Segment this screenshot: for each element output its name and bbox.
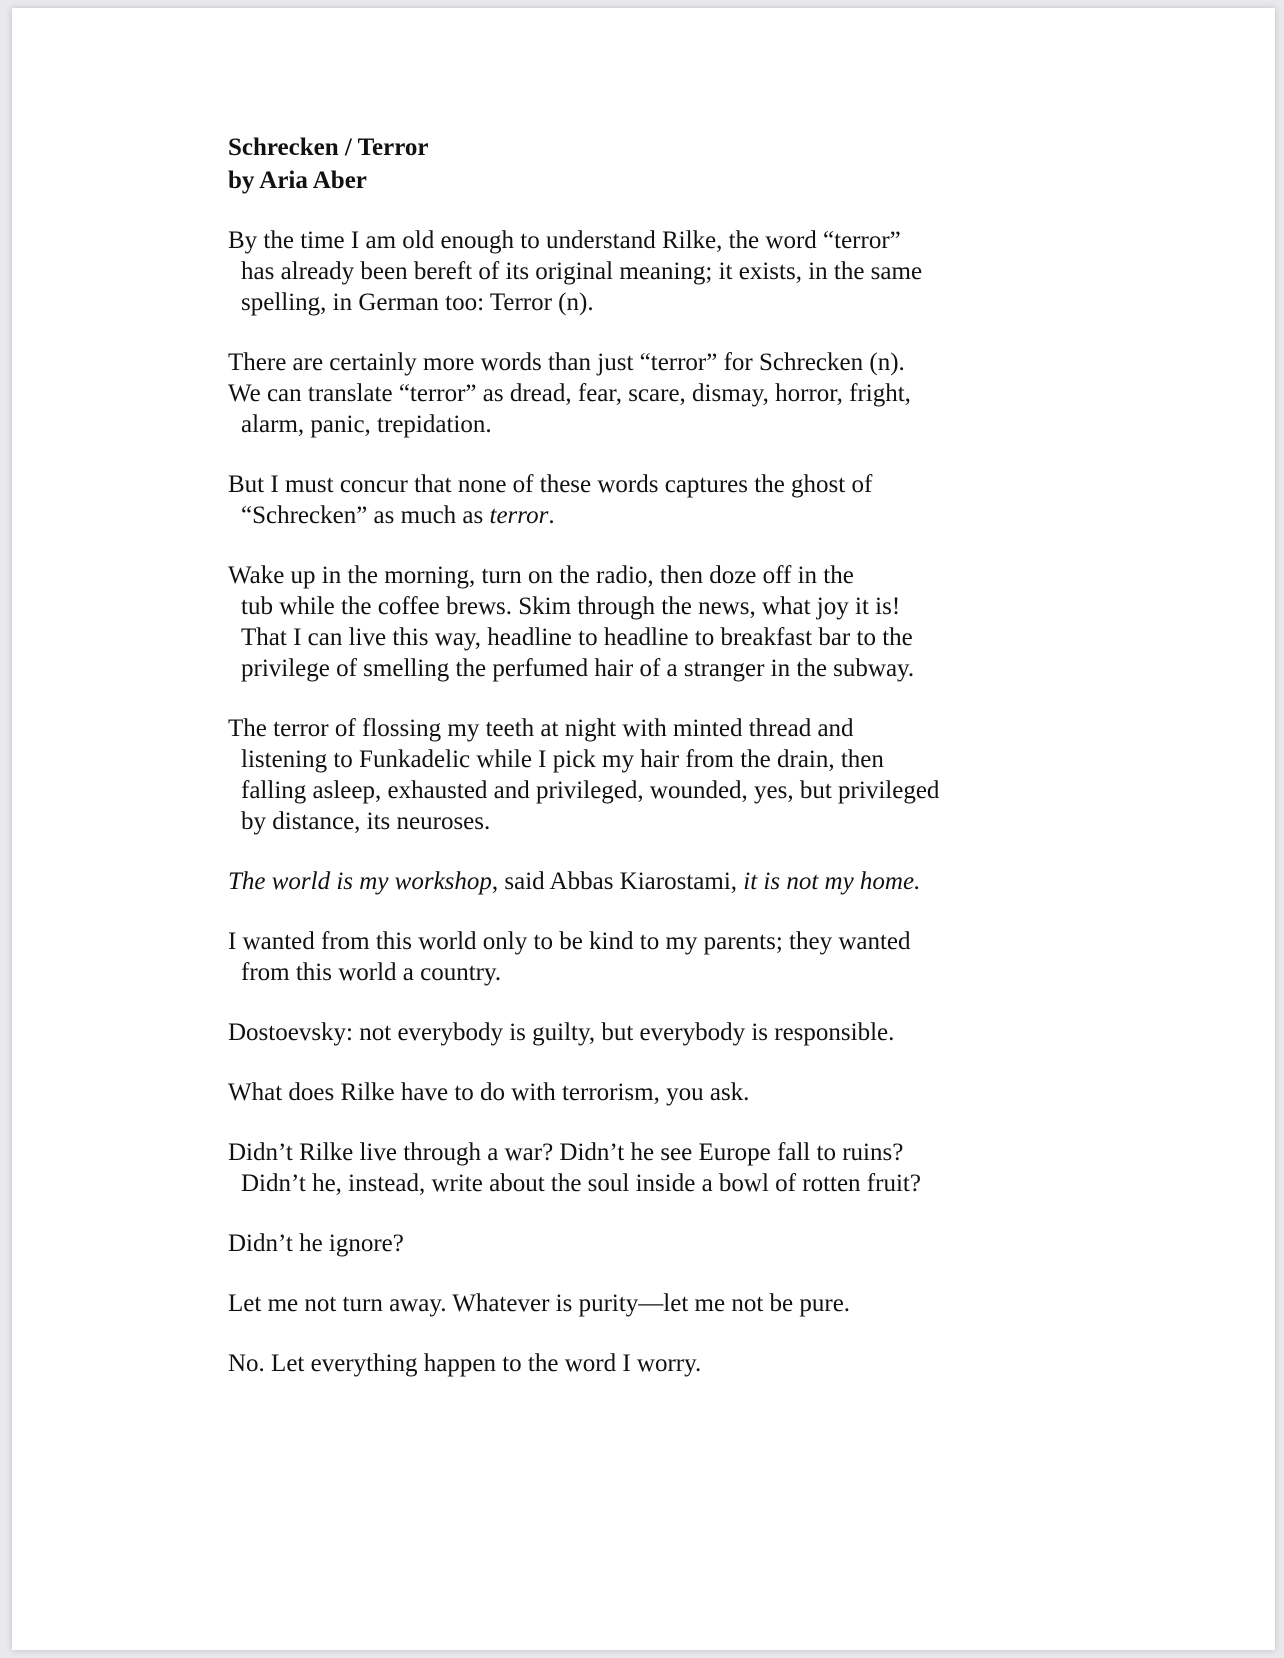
stanza-10 — [228, 1137, 1228, 1199]
stanza-9 — [228, 1077, 1228, 1108]
poem-line: Let me not turn away. Whatever is purity—let me not be pure. — [228, 1290, 851, 1317]
poem-title: Schrecken / Terror — [228, 134, 429, 161]
poem-line: That I can live this way, headline to headline to breakfast bar to the — [241, 624, 913, 651]
poem-line: tub while the coffee brews. Skim through the news, what joy it is! — [241, 593, 901, 620]
poem-line: No. Let everything happen to the word I worry. — [228, 1350, 702, 1377]
stanza-1 — [228, 225, 1228, 318]
stanza-5 — [228, 713, 1228, 837]
poem-line: I wanted from this world only to be kind to my parents; they wanted — [228, 928, 911, 955]
italic-text: terror — [489, 502, 549, 529]
poem-line: Wake up in the morning, turn on the radio, then doze off in the — [228, 562, 854, 589]
poem-line: The terror of flossing my teeth at night with minted thread and — [228, 715, 854, 742]
document-page — [12, 8, 1275, 1650]
stanza-13 — [228, 1348, 1228, 1379]
poem-line — [228, 500, 1228, 531]
poem-line: falling asleep, exhausted and privileged, wounded, yes, but privileged — [241, 777, 940, 804]
stanza-2 — [228, 347, 1228, 440]
poem-line: privilege of smelling the perfumed hair of a stranger in the subway. — [241, 655, 915, 682]
line-text: , said Abbas Kiarostami, — [491, 868, 744, 895]
poem-line: Dostoevsky: not everybody is guilty, but everybody is responsible. — [228, 1019, 895, 1046]
poem — [228, 131, 1228, 1408]
poem-line: Didn’t Rilke live through a war? Didn’t he see Europe fall to ruins? — [228, 1139, 904, 1166]
stanza-6 — [228, 866, 1228, 897]
poem-line: by distance, its neuroses. — [241, 808, 491, 835]
italic-text: it is not my home. — [743, 868, 921, 895]
line-text: . — [548, 502, 555, 529]
poem-line: We can translate “terror” as dread, fear, scare, dismay, horror, fright, — [228, 380, 911, 407]
italic-text: The world is my workshop — [228, 868, 492, 895]
poem-line: from this world a country. — [241, 959, 502, 986]
poem-line: Didn’t he, instead, write about the soul inside a bowl of rotten fruit? — [241, 1170, 921, 1197]
stanza-12 — [228, 1288, 1228, 1319]
poem-line: Didn’t he ignore? — [228, 1230, 404, 1257]
poem-line: alarm, panic, trepidation. — [241, 411, 492, 438]
stanza-7 — [228, 926, 1228, 988]
stanza-4 — [228, 560, 1228, 684]
line-text: “Schrecken” as much as — [241, 502, 490, 529]
poem-header — [228, 131, 1228, 197]
poem-line: But I must concur that none of these words captures the ghost of — [228, 471, 873, 498]
stanza-3 — [228, 469, 1228, 531]
poem-line: spelling, in German too: Terror (n). — [241, 289, 594, 316]
poem-author: by Aria Aber — [228, 167, 367, 194]
poem-line — [228, 866, 1228, 897]
stanza-8 — [228, 1017, 1228, 1048]
poem-line: What does Rilke have to do with terrorism, you ask. — [228, 1079, 750, 1106]
poem-line: There are certainly more words than just “terror” for Schrecken (n). — [228, 349, 905, 376]
poem-line: listening to Funkadelic while I pick my hair from the drain, then — [241, 746, 884, 773]
stanza-11 — [228, 1228, 1228, 1259]
poem-line: has already been bereft of its original meaning; it exists, in the same — [241, 258, 923, 285]
poem-line: By the time I am old enough to understand Rilke, the word “terror” — [228, 227, 901, 254]
